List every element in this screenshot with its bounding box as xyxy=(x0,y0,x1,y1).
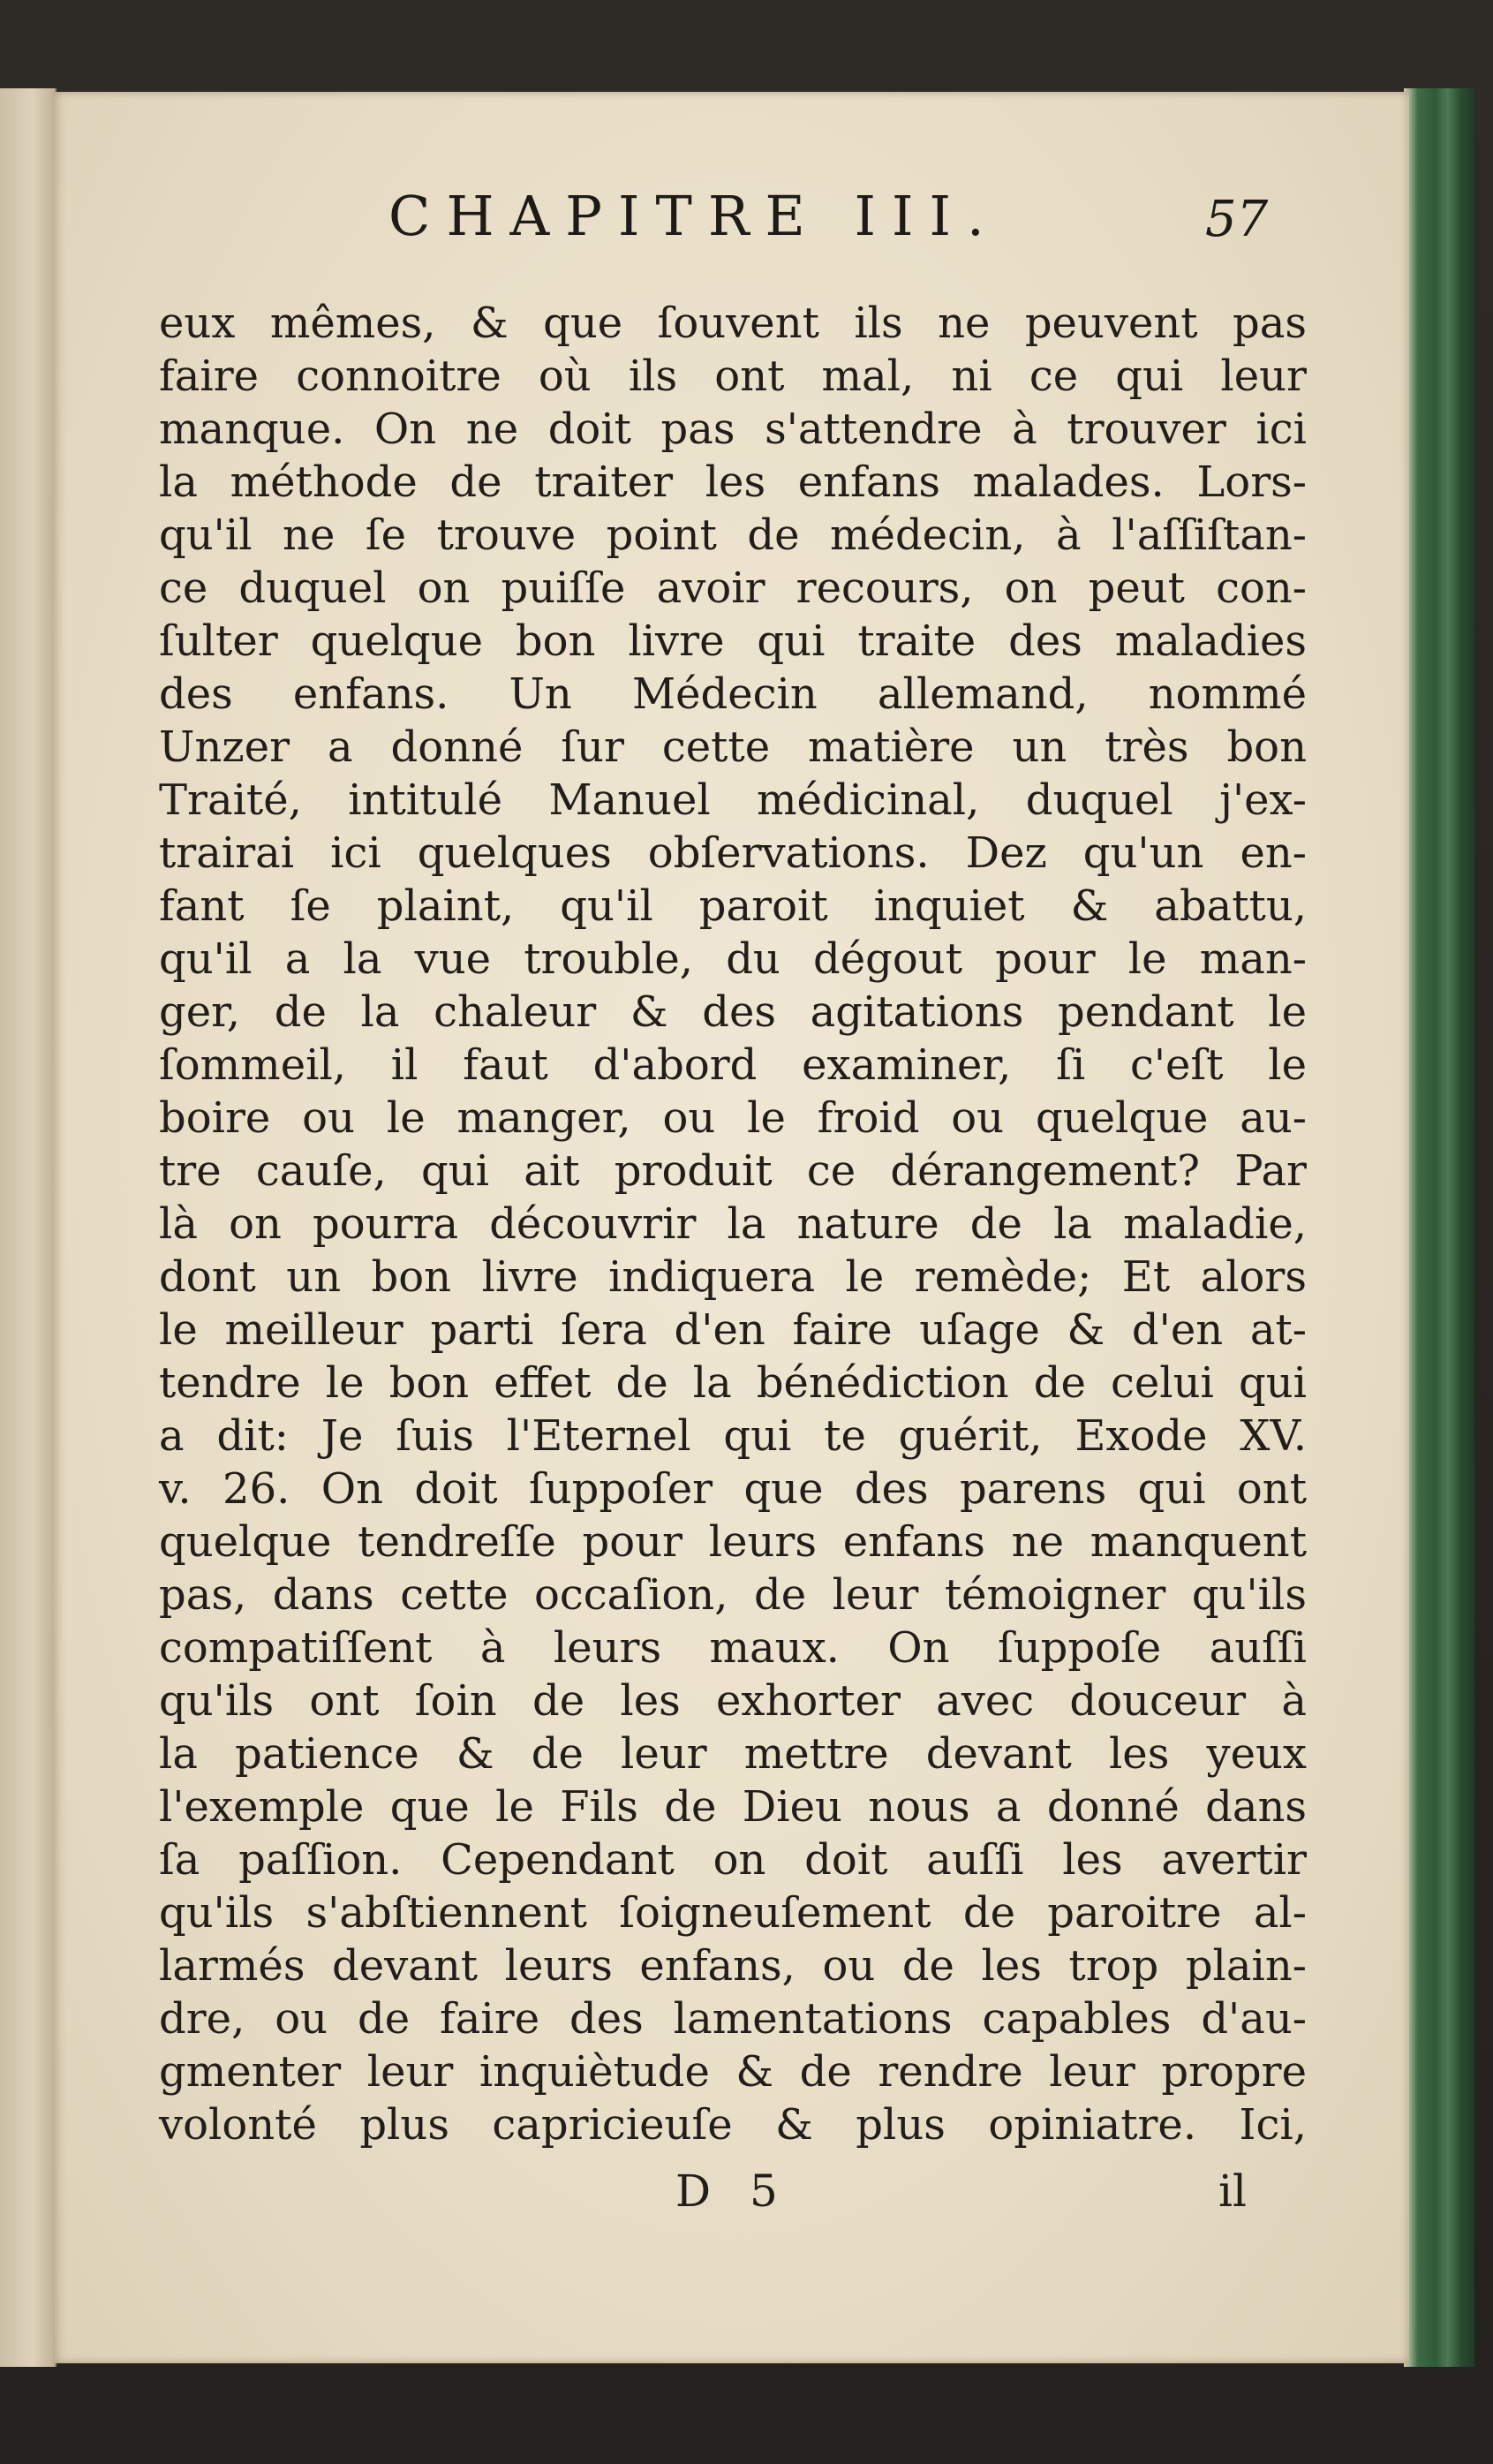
text-line: qu'il ne ſe trouve point de médecin, à l'aſſiſtan- xyxy=(159,510,1307,560)
text-line: ce duquel on puiſſe avoir recours, on peut con- xyxy=(159,563,1307,613)
text-line: quelque tendreſſe pour leurs enfans ne manquent xyxy=(159,1517,1307,1567)
text-line: qu'ils ont ſoin de les exhorter avec douceur à xyxy=(159,1676,1307,1726)
text-line: volonté plus capricieuſe & plus opiniatre. Ici, xyxy=(159,2100,1307,2150)
text-line: la patience & de leur mettre devant les yeux xyxy=(159,1729,1307,1779)
text-line: trairai ici quelques obſervations. Dez qu'un en- xyxy=(159,828,1307,878)
text-line: le meilleur parti ſera d'en faire uſage & d'en at- xyxy=(159,1305,1307,1355)
signature-mark: D 5 xyxy=(675,2165,790,2217)
text-line: qu'il a la vue trouble, du dégout pour le man- xyxy=(159,934,1307,984)
text-line: ſa paſſion. Cependant on doit auſſi les avertir xyxy=(159,1835,1307,1885)
previous-page-edge xyxy=(0,88,57,2367)
text-line: qu'ils s'abſtiennent ſoigneuſement de paroitre al- xyxy=(159,1888,1307,1938)
text-line: des enfans. Un Médecin allemand, nommé xyxy=(159,669,1307,719)
text-line: Traité, intitulé Manuel médicinal, duquel j'ex- xyxy=(159,775,1307,825)
text-line: dont un bon livre indiquera le remède; Et alors xyxy=(159,1252,1307,1302)
text-line: là on pourra découvrir la nature de la maladie, xyxy=(159,1199,1307,1249)
text-line: faire connoitre où ils ont mal, ni ce qui leur xyxy=(159,351,1307,401)
catchword: il xyxy=(1218,2165,1247,2217)
text-line: l'exemple que le Fils de Dieu nous a donné dans xyxy=(159,1782,1307,1832)
page-number: 57 xyxy=(1205,191,1269,248)
text-line: ſulter quelque bon livre qui traite des maladies xyxy=(159,616,1307,666)
text-line: dre, ou de faire des lamentations capables d'au- xyxy=(159,1994,1307,2044)
text-line: ger, de la chaleur & des agitations pendant le xyxy=(159,987,1307,1037)
text-line: eux mêmes, & que ſouvent ils ne peuvent pas xyxy=(159,299,1307,348)
text-line: larmés devant leurs enfans, ou de les trop plain- xyxy=(159,1941,1307,1991)
text-line: tre cauſe, qui ait produit ce dérangement? Par xyxy=(159,1146,1307,1196)
text-line: fant ſe plaint, qu'il paroit inquiet & abattu, xyxy=(159,881,1307,931)
text-line: gmenter leur inquiètude & de rendre leur propre xyxy=(159,2047,1307,2097)
running-title: CHAPITRE III. xyxy=(388,184,1000,248)
book-page xyxy=(53,92,1409,2363)
text-line: boire ou le manger, ou le froid ou quelque au- xyxy=(159,1093,1307,1143)
text-line: la méthode de traiter les enfans malades. Lors- xyxy=(159,457,1307,507)
text-line: tendre le bon effet de la bénédiction de celui qui xyxy=(159,1358,1307,1408)
text-line: v. 26. On doit ſuppoſer que des parens qui ont xyxy=(159,1464,1307,1514)
text-line: ſommeil, il faut d'abord examiner, ſi c'eſt le xyxy=(159,1040,1307,1090)
text-line: compatiſſent à leurs maux. On ſuppoſe auſſi xyxy=(159,1623,1307,1673)
text-line: Unzer a donné ſur cette matière un très bon xyxy=(159,722,1307,772)
text-line: a dit: Je ſuis l'Eternel qui te guérit, Exode XV. xyxy=(159,1411,1307,1461)
text-line: manque. On ne doit pas s'attendre à trouver ici xyxy=(159,404,1307,454)
book-cover-edge xyxy=(1404,88,1474,2367)
body-text xyxy=(159,297,1307,2151)
text-line: pas, dans cette occaſion, de leur témoigner qu'ils xyxy=(159,1570,1307,1620)
